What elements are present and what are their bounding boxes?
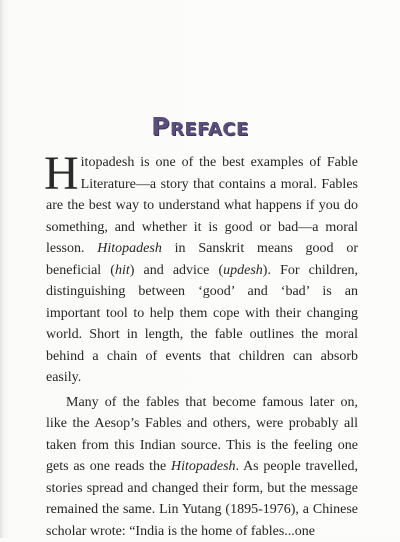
- body-text: [46, 152, 358, 542]
- paragraph-2-text-1: Many of the fables that become famous later on, like the Aesop’s Fables and others, were probably all taken from this Indian source. This is the feeling one gets as one reads the: [46, 395, 358, 475]
- paragraph-2-text-2: . As people travelled, stories spread and changed their form, but the message remained the same. Lin Yutang (1895-1976), a Chinese scholar wrote: “India is the home of fables...one: [46, 459, 358, 539]
- paragraph-1-text-3: ) and advice (: [130, 263, 223, 278]
- page-edge-shadow: [0, 0, 4, 538]
- page-title: Preface: [0, 112, 400, 142]
- paragraph-1-text-4: ). For children, distinguishing between ‘good’ and ‘bad’ is an important tool to help them cope with their changing world. Short in length, the fable outlines the moral behind a chain of events that children can absorb easily.: [46, 263, 358, 386]
- paragraph-1-text-1: itopadesh is one of the best examples of Fable Literature—a story that contains a moral. Fables are the best way to understand what happens if you do something, and whether it is good or bad—a moral lesson.: [46, 155, 358, 256]
- drop-cap: H: [44, 154, 79, 194]
- paragraph-1: [46, 152, 358, 389]
- paragraph-1-italic-hit: hit: [115, 263, 130, 278]
- paragraph-1-italic-updesh: updesh: [223, 263, 263, 278]
- paragraph-1-text-2: in Sanskrit means good or beneficial (: [46, 241, 358, 278]
- paragraph-2-italic-hitopadesh: Hitopadesh: [171, 459, 236, 474]
- paragraph-2: [46, 392, 358, 542]
- paragraph-1-italic-hitopadesh: Hitopadesh: [97, 241, 162, 256]
